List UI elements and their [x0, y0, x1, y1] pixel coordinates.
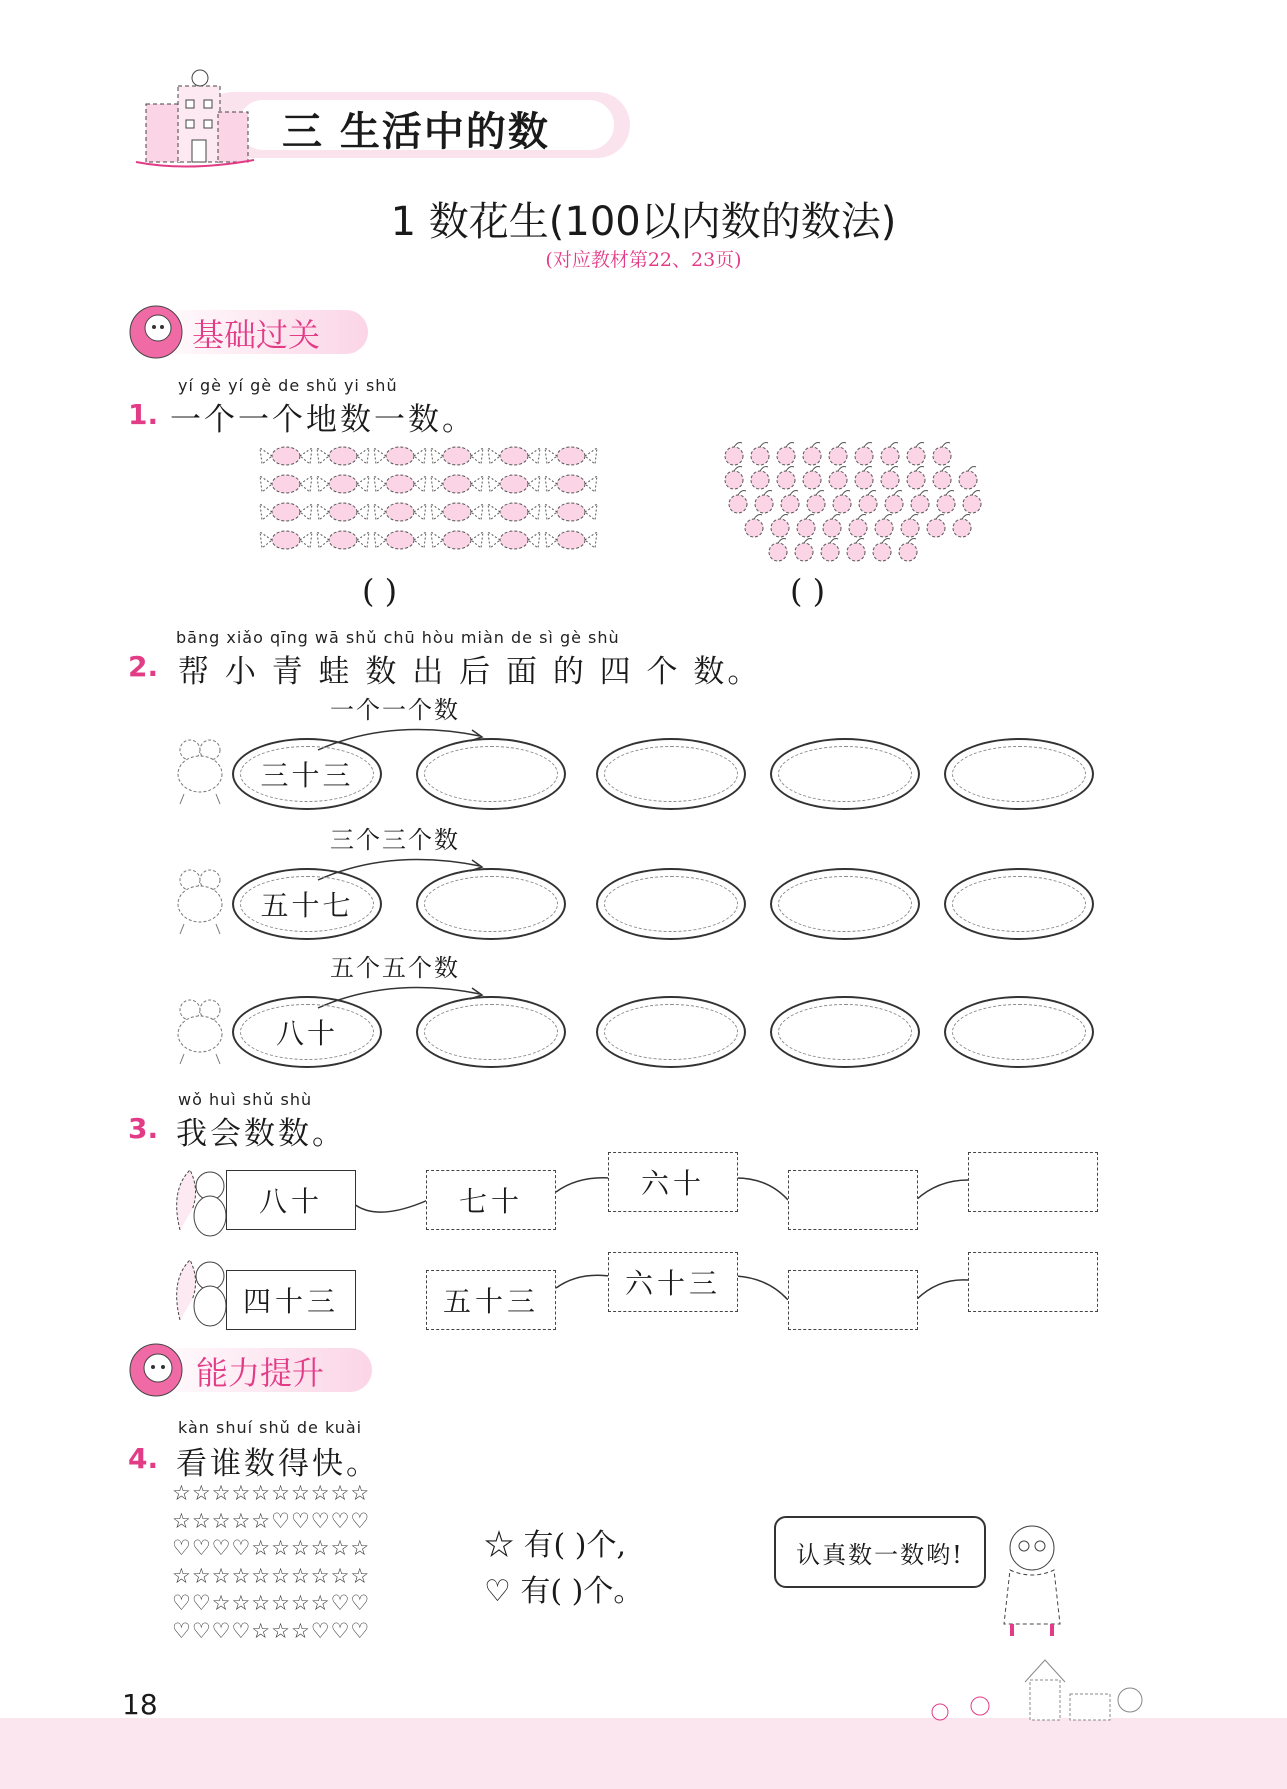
- q1-text: 一个一个地数一数。: [170, 402, 476, 438]
- candy-icon: [488, 503, 540, 521]
- peach-icon: [927, 515, 945, 538]
- peach-icon: [755, 491, 773, 514]
- q3-number: 3.: [128, 1112, 159, 1145]
- q4-star-heart-grid: [172, 1480, 370, 1645]
- candy-icon: [260, 475, 312, 493]
- q3-row2-box-3: 六十三: [608, 1252, 738, 1312]
- q3-row2-box-5[interactable]: [968, 1252, 1098, 1312]
- q4-grid-row: ♡♡☆☆☆☆☆☆♡♡: [172, 1591, 371, 1615]
- candy-icon: [545, 447, 597, 465]
- q4-star-count-line[interactable]: ☆ 有( )个,: [484, 1528, 627, 1563]
- peach-icon: [777, 443, 795, 466]
- q2-row3-start: 八十: [232, 996, 382, 1068]
- q2-pinyin: bāng xiǎo qīng wā shǔ chū hòu miàn de sì gè shù: [176, 628, 620, 647]
- peach-icon: [751, 467, 769, 490]
- candy-icon: [260, 447, 312, 465]
- q4-grid-row: ♡♡♡♡☆☆☆♡♡♡: [172, 1618, 371, 1643]
- peach-icon: [933, 467, 951, 490]
- q4-grid-row: ☆☆☆☆☆☆☆☆☆☆: [172, 1563, 371, 1588]
- q2-row2-answer-4[interactable]: [944, 868, 1094, 940]
- peach-icon: [881, 443, 899, 466]
- q3-row1-box-2: 七十: [426, 1170, 556, 1230]
- candy-icon: [488, 475, 540, 493]
- q4-number: 4.: [128, 1442, 159, 1475]
- buildings-illustration: [128, 64, 258, 174]
- mascot-icon: [128, 302, 184, 362]
- section-title-advanced: 能力提升: [196, 1354, 325, 1392]
- candy-icon: [260, 531, 312, 549]
- peach-icon: [829, 443, 847, 466]
- q1-answer-blank-left[interactable]: ( ): [362, 572, 398, 610]
- q3-row1-box-1: 八十: [226, 1170, 356, 1230]
- peach-icon: [859, 491, 877, 514]
- q3-pinyin: wǒ huì shǔ shù: [178, 1090, 313, 1109]
- q4-grid-row: ☆☆☆☆☆♡♡♡♡♡: [172, 1508, 371, 1533]
- peach-icon: [823, 515, 841, 538]
- peach-icon: [745, 515, 763, 538]
- peach-icon: [875, 515, 893, 538]
- footer-town-illustration: [880, 1654, 1170, 1722]
- peach-icon: [777, 467, 795, 490]
- candy-icon: [317, 475, 369, 493]
- q2-row2-answer-3[interactable]: [770, 868, 920, 940]
- q2-row3-answer-4[interactable]: [944, 996, 1094, 1068]
- q2-row1-answer-3[interactable]: [770, 738, 920, 810]
- peach-icon: [751, 443, 769, 466]
- peach-icon: [873, 539, 891, 562]
- peach-icon: [803, 443, 821, 466]
- peach-icon: [849, 515, 867, 538]
- q2-row2-answer-1[interactable]: [416, 868, 566, 940]
- candy-icon: [431, 503, 483, 521]
- peach-icon: [725, 443, 743, 466]
- q3-row2-box-1: 四十三: [226, 1270, 356, 1330]
- candy-icon: [260, 503, 312, 521]
- lesson-subtitle: (对应教材第22、23页): [545, 249, 742, 271]
- peach-icon: [807, 491, 825, 514]
- peach-icon: [795, 539, 813, 562]
- q2-number: 2.: [128, 650, 159, 683]
- grandpa-icon: [982, 1520, 1072, 1640]
- footer-band: [0, 1718, 1287, 1789]
- candy-icon: [374, 475, 426, 493]
- peach-icon: [771, 515, 789, 538]
- frog-icon: [170, 734, 230, 806]
- q1-number: 1.: [128, 398, 159, 431]
- peach-icon: [725, 467, 743, 490]
- q3-row2-box-4[interactable]: [788, 1270, 918, 1330]
- lesson-title: 1 数花生(100以内数的数法): [390, 199, 897, 245]
- q4-text: 看谁数得快。: [176, 1446, 380, 1482]
- q2-row3-answer-1[interactable]: [416, 996, 566, 1068]
- peach-icon: [769, 539, 787, 562]
- frog-icon: [170, 994, 230, 1066]
- peach-icon: [907, 467, 925, 490]
- candy-icon: [545, 503, 597, 521]
- peach-icon: [933, 443, 951, 466]
- peach-icon: [937, 491, 955, 514]
- speech-bubble: 认真数一数哟!: [774, 1516, 986, 1588]
- peach-icon: [901, 515, 919, 538]
- page-number: 18: [122, 1688, 158, 1721]
- q2-row3-answer-3[interactable]: [770, 996, 920, 1068]
- candy-icon: [374, 447, 426, 465]
- q2-row1-start: 三十三: [232, 738, 382, 810]
- peaches-illustration: [712, 440, 1007, 570]
- q4-heart-count-line[interactable]: ♡ 有( )个。: [484, 1574, 644, 1609]
- candy-icon: [545, 531, 597, 549]
- q2-row3-rule: 五个五个数: [330, 954, 460, 982]
- q3-text: 我会数数。: [176, 1116, 346, 1152]
- q1-pinyin: yí gè yí gè de shǔ yi shǔ: [178, 376, 398, 395]
- peach-icon: [833, 491, 851, 514]
- peach-icon: [847, 539, 865, 562]
- q3-row1-box-3: 六十: [608, 1152, 738, 1212]
- candy-icon: [374, 531, 426, 549]
- candy-icon: [431, 531, 483, 549]
- candy-icon: [374, 503, 426, 521]
- peach-icon: [899, 539, 917, 562]
- q4-grid-row: ♡♡♡♡☆☆☆☆☆☆: [172, 1536, 371, 1560]
- peach-icon: [803, 467, 821, 490]
- q2-row3-answer-2[interactable]: [596, 996, 746, 1068]
- q3-row1-box-5[interactable]: [968, 1152, 1098, 1212]
- peach-icon: [953, 515, 971, 538]
- q2-row2-rule: 三个三个数: [330, 826, 460, 854]
- q2-row1-answer-1[interactable]: [416, 738, 566, 810]
- candy-icon: [317, 447, 369, 465]
- q2-text: 帮 小 青 蛙 数 出 后 面 的 四 个 数。: [178, 654, 762, 690]
- candy-icon: [317, 531, 369, 549]
- candy-icon: [488, 531, 540, 549]
- mascot-icon: [128, 1340, 184, 1400]
- candy-icon: [431, 475, 483, 493]
- candy-icon: [488, 447, 540, 465]
- section-title-basic: 基础过关: [192, 316, 321, 354]
- frog-icon: [170, 864, 230, 936]
- peach-icon: [821, 539, 839, 562]
- peach-icon: [729, 491, 747, 514]
- peach-icon: [911, 491, 929, 514]
- candies-illustration: [258, 440, 603, 560]
- peach-icon: [907, 443, 925, 466]
- peach-icon: [855, 443, 873, 466]
- peach-icon: [855, 467, 873, 490]
- candy-icon: [545, 475, 597, 493]
- candy-icon: [431, 447, 483, 465]
- peach-icon: [781, 491, 799, 514]
- q3-row2-box-2: 五十三: [426, 1270, 556, 1330]
- peach-icon: [797, 515, 815, 538]
- q4-grid-row: ☆☆☆☆☆☆☆☆☆☆: [172, 1481, 371, 1505]
- q2-row1-answer-2[interactable]: [596, 738, 746, 810]
- q2-row2-start: 五十七: [232, 868, 382, 940]
- peach-icon: [881, 467, 899, 490]
- q4-pinyin: kàn shuí shǔ de kuài: [178, 1418, 363, 1437]
- q2-row2-answer-2[interactable]: [596, 868, 746, 940]
- peach-icon: [959, 467, 977, 490]
- peach-icon: [963, 491, 981, 514]
- peach-icon: [885, 491, 903, 514]
- q2-row1-answer-4[interactable]: [944, 738, 1094, 810]
- chapter-title: 三 生活中的数: [282, 109, 550, 155]
- peach-icon: [829, 467, 847, 490]
- q1-answer-blank-right[interactable]: ( ): [790, 572, 826, 610]
- candy-icon: [317, 503, 369, 521]
- q2-row1-rule: 一个一个数: [330, 696, 460, 724]
- q3-row1-box-4[interactable]: [788, 1170, 918, 1230]
